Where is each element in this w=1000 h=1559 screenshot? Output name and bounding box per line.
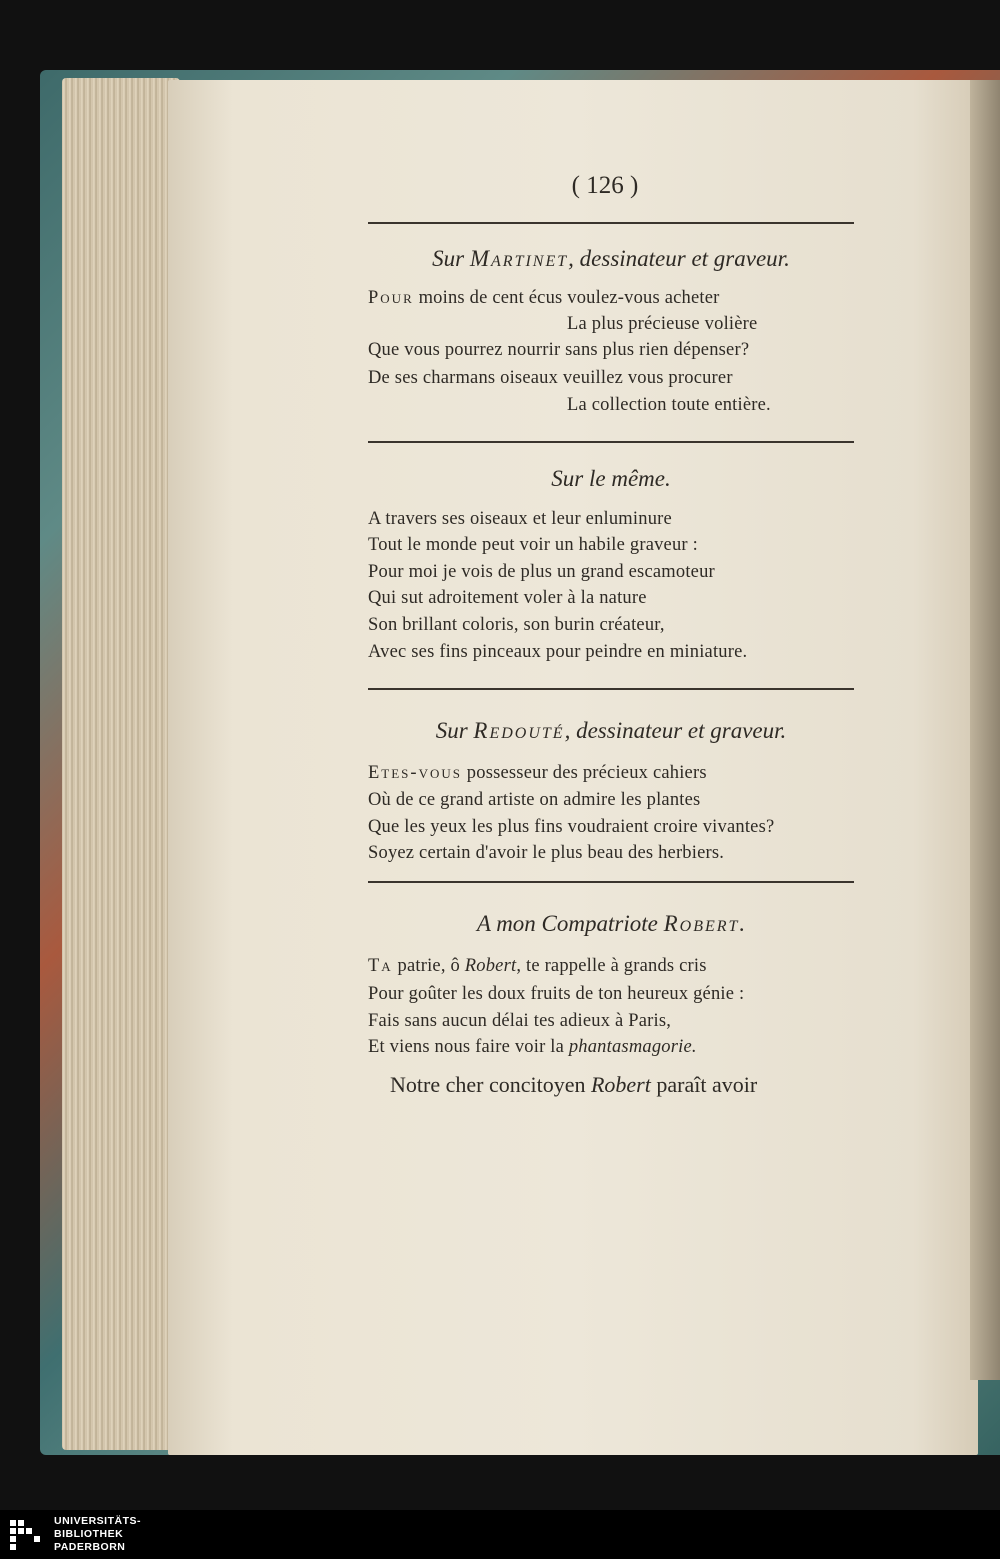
poem-line: Son brillant coloris, son burin créateur,: [368, 615, 665, 635]
poem-line: Où de ce grand artiste on admire les plantes: [368, 790, 701, 810]
poem-line: Que vous pourrez nourrir sans plus rien dépenser?: [368, 340, 750, 360]
poem-line: Ta patrie, ô Robert, te rappelle à grands cris: [368, 956, 707, 976]
gutter-shadow: [970, 80, 1000, 1380]
library-name: [54, 1515, 141, 1554]
poem-line: Avec ses fins pinceaux pour peindre en miniature.: [368, 642, 748, 662]
poem-line: Pour moi je vois de plus un grand escamoteur: [368, 562, 715, 582]
heading-martinet: Sur Martinet, dessinateur et graveur.: [432, 246, 790, 271]
poem-line: Pour goûter les doux fruits de ton heureux génie :: [368, 984, 745, 1004]
heading-sur-le-meme: Sur le même.: [551, 466, 671, 491]
page-number: ( 126 ): [571, 172, 639, 199]
poem-line: Soyez certain d'avoir le plus beau des herbiers.: [368, 843, 725, 863]
library-line: PADERBORN: [54, 1541, 126, 1553]
rule-divider: [368, 688, 854, 690]
rule-top: [368, 222, 854, 224]
poem-line: Qui sut adroitement voler à la nature: [368, 588, 647, 608]
poem-line: La plus précieuse volière: [567, 314, 758, 334]
heading-robert: A mon Compatriote Robert.: [476, 911, 746, 936]
poem-line: Et viens nous faire voir la phantasmagorie.: [368, 1037, 697, 1057]
poem-line: A travers ses oiseaux et leur enluminure: [368, 509, 672, 529]
rule-divider: [368, 441, 854, 443]
poem-line: De ses charmans oiseaux veuillez vous procurer: [368, 368, 733, 388]
rule-divider: [368, 881, 854, 883]
footer-bar: [0, 1510, 1000, 1559]
library-logo-icon: [8, 1516, 48, 1556]
library-line: UNIVERSITÄTS-: [54, 1515, 142, 1527]
prose-line: Notre cher concitoyen Robert paraît avoir: [390, 1072, 758, 1097]
page-stack-edges: [62, 78, 180, 1450]
poem-line: Fais sans aucun délai tes adieux à Paris,: [368, 1011, 672, 1031]
poem-line: Etes-vous possesseur des précieux cahiers: [368, 763, 707, 783]
library-line: BIBLIOTHEK: [54, 1528, 124, 1540]
poem-line: La collection toute entière.: [567, 395, 771, 415]
heading-redoute: Sur Redouté, dessinateur et graveur.: [435, 718, 787, 743]
poem-line: Pour moins de cent écus voulez-vous acheter: [368, 288, 720, 308]
poem-line: Que les yeux les plus fins voudraient croire vivantes?: [368, 817, 775, 837]
poem-line: Tout le monde peut voir un habile graveur :: [368, 535, 698, 555]
